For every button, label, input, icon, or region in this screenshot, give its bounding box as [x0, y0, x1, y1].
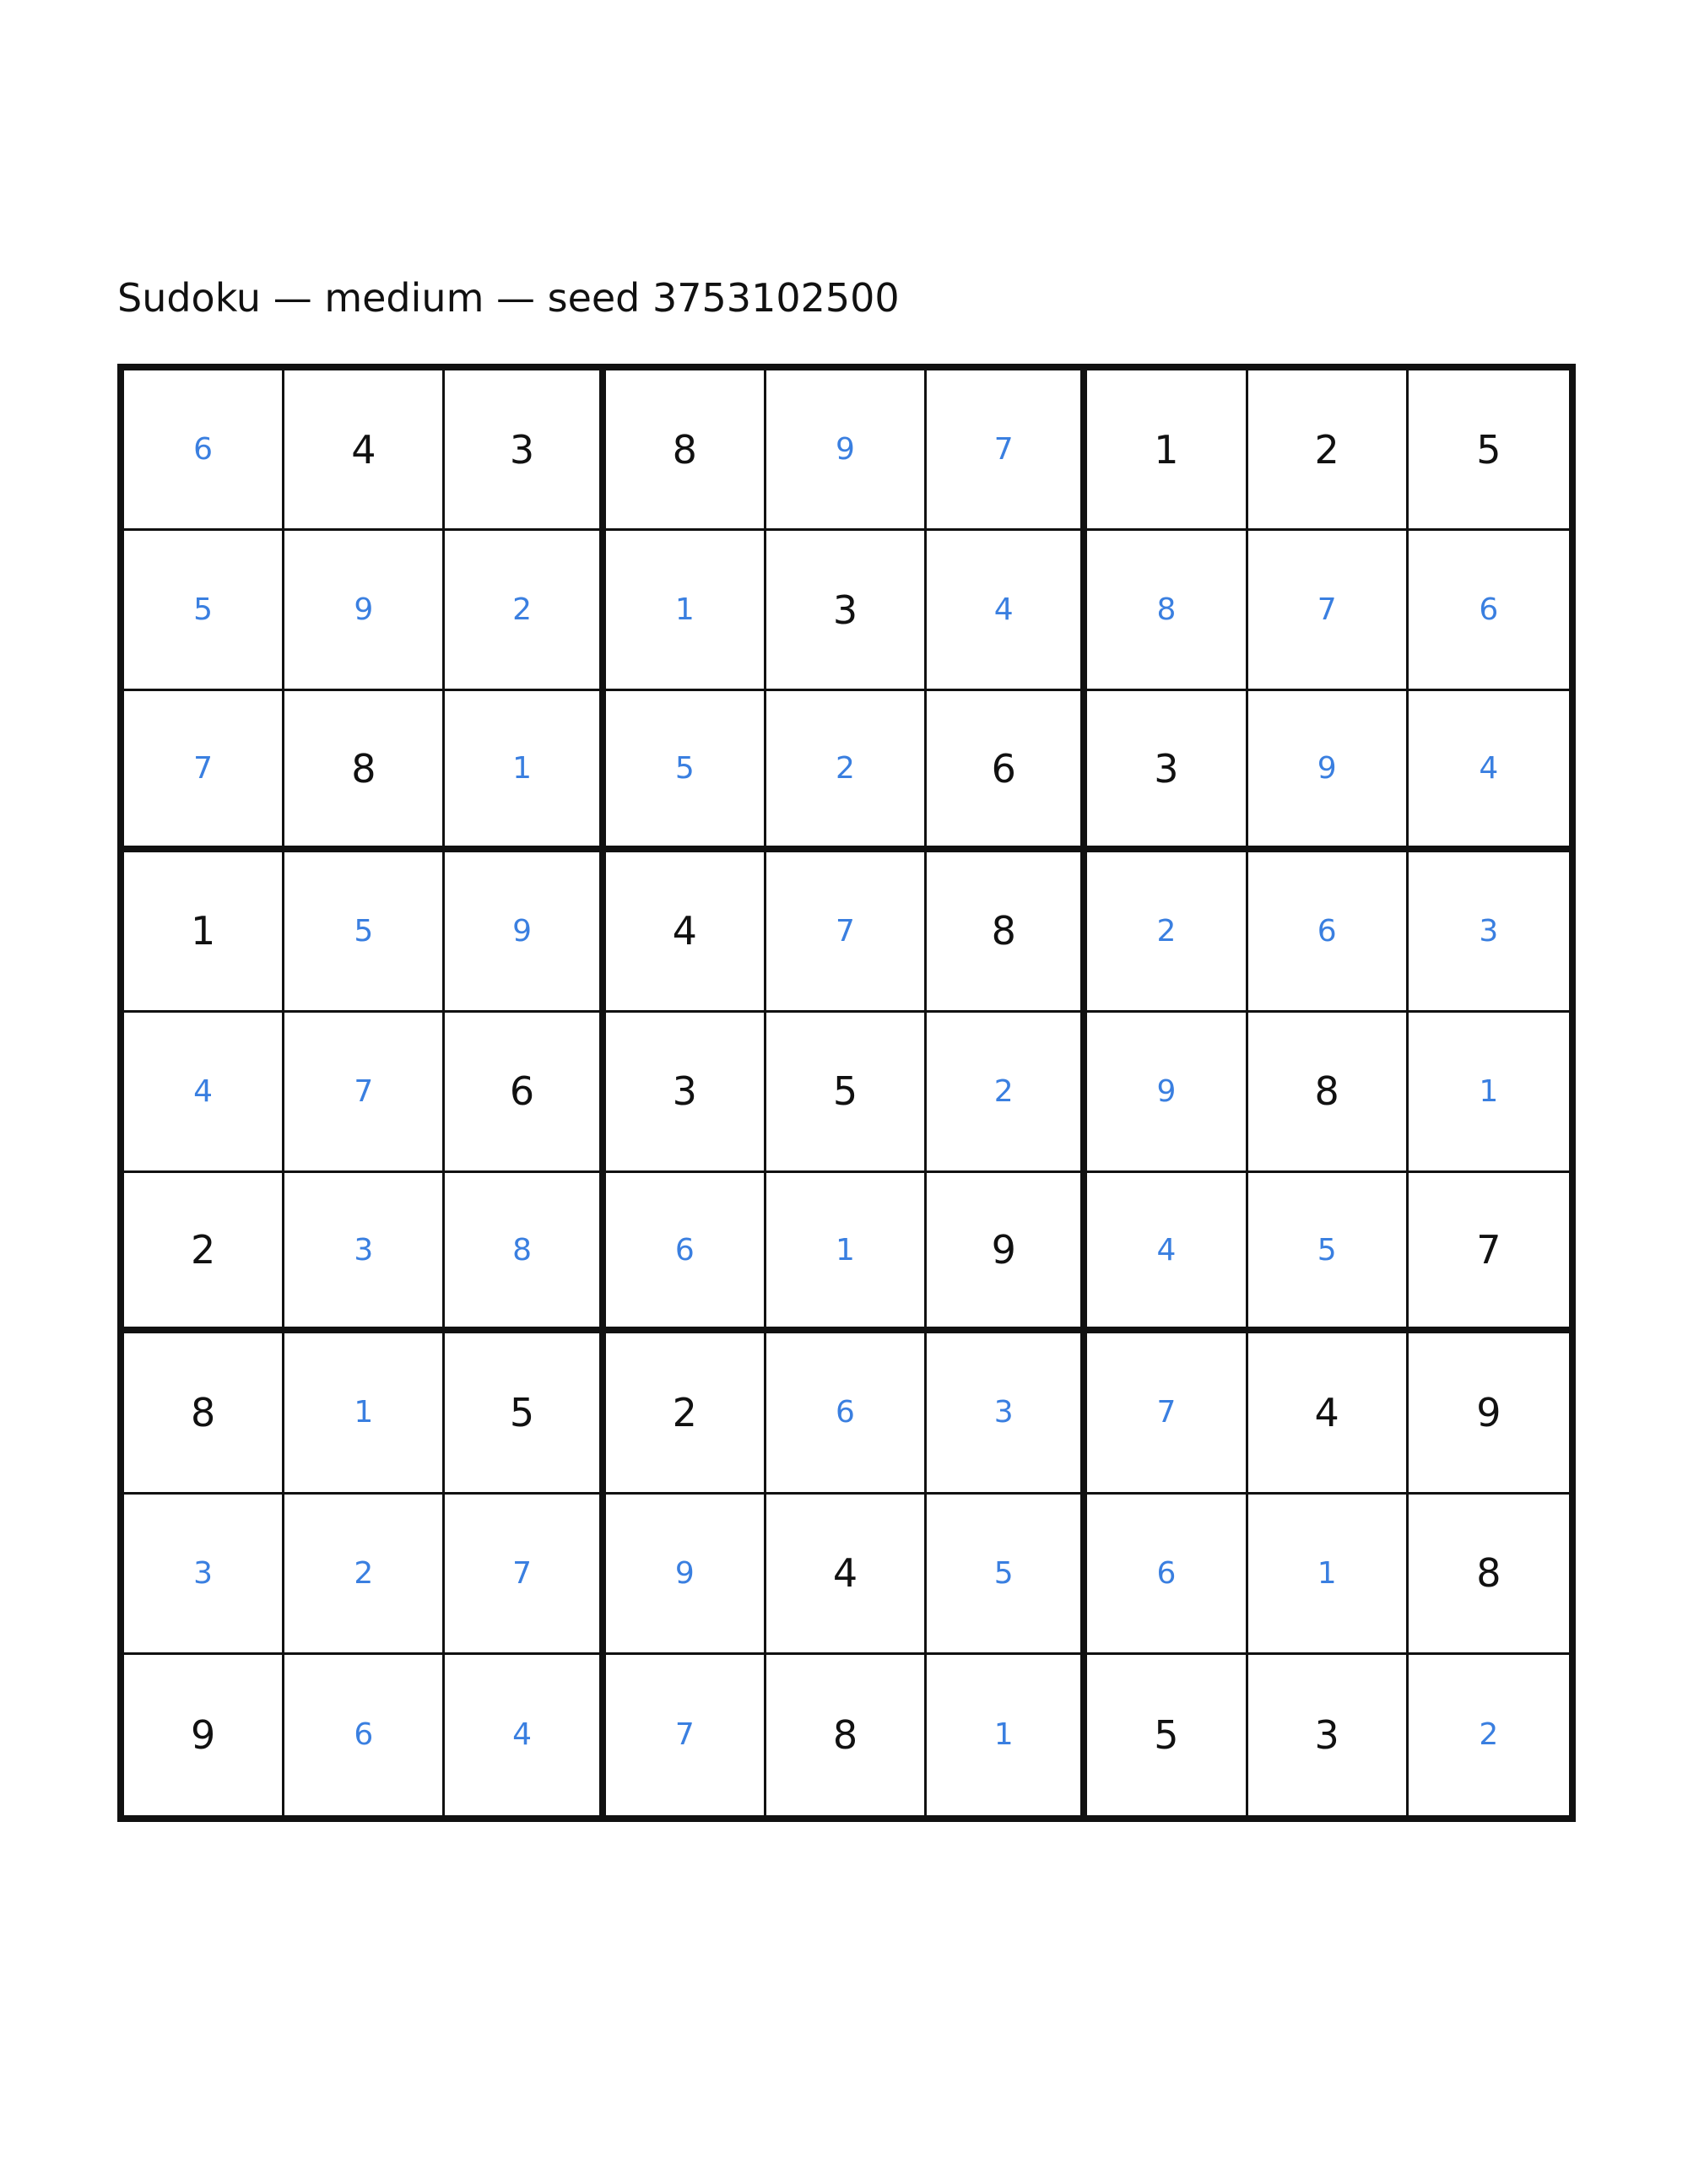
cell-r6-c8[interactable]: 5 [1248, 1173, 1409, 1333]
cell-r1-c8[interactable]: 2 [1248, 370, 1409, 531]
cell-r5-c5[interactable]: 5 [766, 1013, 927, 1173]
cell-r7-c5[interactable]: 6 [766, 1333, 927, 1494]
cell-r3-c7[interactable]: 3 [1087, 691, 1247, 851]
cell-r7-c1[interactable]: 8 [124, 1333, 284, 1494]
cell-r1-c2[interactable]: 4 [284, 370, 445, 531]
cell-r7-c7[interactable]: 7 [1087, 1333, 1247, 1494]
cell-r4-c2[interactable]: 5 [284, 852, 445, 1013]
cell-r1-c7[interactable]: 1 [1087, 370, 1247, 531]
cell-r2-c1[interactable]: 5 [124, 531, 284, 691]
cell-r2-c5[interactable]: 3 [766, 531, 927, 691]
cell-r1-c9[interactable]: 5 [1409, 370, 1569, 531]
cell-r7-c2[interactable]: 1 [284, 1333, 445, 1494]
cell-r8-c8[interactable]: 1 [1248, 1495, 1409, 1655]
cell-r8-c5[interactable]: 4 [766, 1495, 927, 1655]
cell-r4-c4[interactable]: 4 [606, 852, 766, 1013]
cell-r6-c2[interactable]: 3 [284, 1173, 445, 1333]
cell-r5-c6[interactable]: 2 [927, 1013, 1087, 1173]
cell-r7-c8[interactable]: 4 [1248, 1333, 1409, 1494]
cell-r6-c6[interactable]: 9 [927, 1173, 1087, 1333]
cell-r7-c3[interactable]: 5 [445, 1333, 605, 1494]
cell-r3-c3[interactable]: 1 [445, 691, 605, 851]
cell-r4-c6[interactable]: 8 [927, 852, 1087, 1013]
cell-r5-c1[interactable]: 4 [124, 1013, 284, 1173]
cell-r2-c8[interactable]: 7 [1248, 531, 1409, 691]
cell-r1-c6[interactable]: 7 [927, 370, 1087, 531]
cell-r9-c7[interactable]: 5 [1087, 1655, 1247, 1815]
cell-r4-c5[interactable]: 7 [766, 852, 927, 1013]
cell-r9-c2[interactable]: 6 [284, 1655, 445, 1815]
cell-r6-c5[interactable]: 1 [766, 1173, 927, 1333]
cell-r8-c3[interactable]: 7 [445, 1495, 605, 1655]
cell-r6-c1[interactable]: 2 [124, 1173, 284, 1333]
cell-r6-c4[interactable]: 6 [606, 1173, 766, 1333]
cell-r5-c8[interactable]: 8 [1248, 1013, 1409, 1173]
cell-r3-c2[interactable]: 8 [284, 691, 445, 851]
cell-r7-c9[interactable]: 9 [1409, 1333, 1569, 1494]
cell-r4-c7[interactable]: 2 [1087, 852, 1247, 1013]
cell-r8-c4[interactable]: 9 [606, 1495, 766, 1655]
cell-r9-c8[interactable]: 3 [1248, 1655, 1409, 1815]
cell-r9-c3[interactable]: 4 [445, 1655, 605, 1815]
cell-r1-c3[interactable]: 3 [445, 370, 605, 531]
cell-r5-c9[interactable]: 1 [1409, 1013, 1569, 1173]
cell-r2-c4[interactable]: 1 [606, 531, 766, 691]
cell-r3-c1[interactable]: 7 [124, 691, 284, 851]
cell-r7-c4[interactable]: 2 [606, 1333, 766, 1494]
cell-r3-c6[interactable]: 6 [927, 691, 1087, 851]
cell-r9-c1[interactable]: 9 [124, 1655, 284, 1815]
cell-r8-c1[interactable]: 3 [124, 1495, 284, 1655]
cell-r1-c5[interactable]: 9 [766, 370, 927, 531]
cell-r6-c7[interactable]: 4 [1087, 1173, 1247, 1333]
cell-r2-c3[interactable]: 2 [445, 531, 605, 691]
cell-r5-c4[interactable]: 3 [606, 1013, 766, 1173]
cell-r2-c7[interactable]: 8 [1087, 531, 1247, 691]
cell-r8-c9[interactable]: 8 [1409, 1495, 1569, 1655]
cell-r6-c3[interactable]: 8 [445, 1173, 605, 1333]
cell-r2-c9[interactable]: 6 [1409, 531, 1569, 691]
cell-r3-c8[interactable]: 9 [1248, 691, 1409, 851]
cell-r8-c6[interactable]: 5 [927, 1495, 1087, 1655]
cell-r3-c4[interactable]: 5 [606, 691, 766, 851]
cell-r8-c2[interactable]: 2 [284, 1495, 445, 1655]
cell-r8-c7[interactable]: 6 [1087, 1495, 1247, 1655]
cell-r5-c2[interactable]: 7 [284, 1013, 445, 1173]
cell-r3-c5[interactable]: 2 [766, 691, 927, 851]
cell-r4-c9[interactable]: 3 [1409, 852, 1569, 1013]
cell-r7-c6[interactable]: 3 [927, 1333, 1087, 1494]
cell-r9-c5[interactable]: 8 [766, 1655, 927, 1815]
puzzle-title: Sudoku — medium — seed 3753102500 [117, 275, 900, 321]
cell-r4-c8[interactable]: 6 [1248, 852, 1409, 1013]
cell-r2-c2[interactable]: 9 [284, 531, 445, 691]
cell-r5-c7[interactable]: 9 [1087, 1013, 1247, 1173]
sudoku-board [117, 364, 1576, 1822]
cell-r5-c3[interactable]: 6 [445, 1013, 605, 1173]
cell-r2-c6[interactable]: 4 [927, 531, 1087, 691]
cell-r9-c6[interactable]: 1 [927, 1655, 1087, 1815]
cell-r6-c9[interactable]: 7 [1409, 1173, 1569, 1333]
cell-r3-c9[interactable]: 4 [1409, 691, 1569, 851]
cell-r4-c3[interactable]: 9 [445, 852, 605, 1013]
cell-r1-c1[interactable]: 6 [124, 370, 284, 531]
cell-r9-c4[interactable]: 7 [606, 1655, 766, 1815]
cell-r1-c4[interactable]: 8 [606, 370, 766, 531]
cell-r4-c1[interactable]: 1 [124, 852, 284, 1013]
cell-r9-c9[interactable]: 2 [1479, 1717, 1499, 1753]
